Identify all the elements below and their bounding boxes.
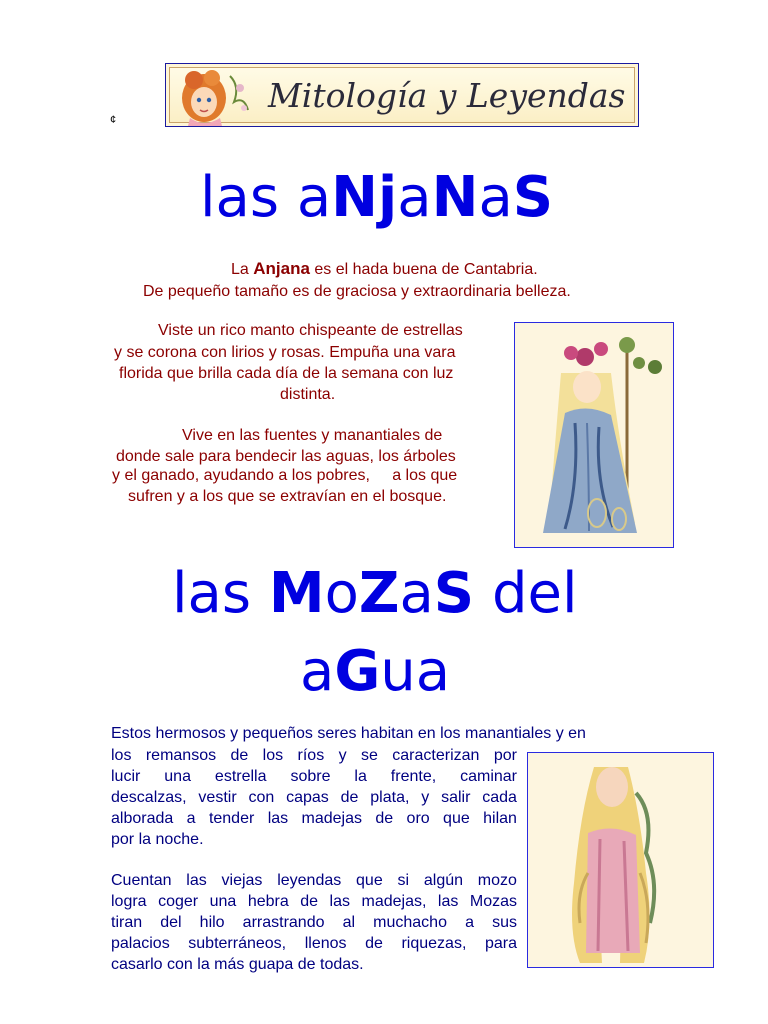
word: salir (441, 789, 471, 806)
word: y (338, 747, 347, 764)
word: hilo (199, 914, 225, 931)
word: leyendas (277, 872, 342, 889)
word: caracterizan (392, 747, 480, 764)
word: muchacho (373, 914, 447, 931)
heading-part: a (399, 561, 434, 626)
paragraph-line: por la noche. (111, 831, 204, 848)
word: logra (111, 893, 147, 910)
heading-part: del (474, 561, 578, 626)
word: si (397, 872, 410, 889)
word: madejas, (361, 893, 427, 910)
heading-part: N (431, 165, 479, 230)
word: las (267, 810, 289, 827)
heading-part: las a (200, 165, 332, 230)
word: de (230, 747, 249, 764)
paragraph-line: Estos hermosos y pequeños seres habitan en los manantiales y en (111, 725, 586, 742)
heading-part: a (397, 165, 432, 230)
word: caminar (460, 768, 517, 785)
word: al (342, 914, 356, 931)
word: las (186, 872, 207, 889)
word: remansos (145, 747, 217, 764)
word: la (354, 768, 367, 785)
word: una (164, 768, 191, 785)
word: a (186, 810, 196, 827)
paragraph-line-justified (111, 787, 517, 808)
paragraph-line-justified (111, 745, 517, 766)
paragraph-line: casarlo con la más guapa de todas. (111, 956, 364, 973)
word: tiran (111, 914, 143, 931)
mozas-heading-line-2 (300, 639, 451, 704)
paragraph-line: donde sale para bendecir las aguas, los árboles (116, 448, 456, 465)
stray-mark: ¢ (110, 114, 117, 126)
paragraph-line-justified (111, 933, 517, 954)
moza-illustration (528, 753, 713, 967)
heading-part: ua (380, 639, 451, 704)
heading-part: M (268, 561, 325, 626)
word: madejas (301, 810, 362, 827)
word: del (160, 914, 182, 931)
paragraph-line: florida que brilla cada día de la semana con luz (119, 365, 454, 382)
paragraph-line-justified (111, 808, 517, 829)
paragraph-line-justified (111, 912, 517, 933)
word: estrella (214, 768, 267, 785)
word: oro (406, 810, 430, 827)
paragraph-line: y el ganado, ayudando a los pobres, a los que (112, 467, 458, 484)
word: a (465, 914, 474, 931)
word: sus (492, 914, 517, 931)
intro-line-2: De pequeño tamaño es de graciosa y extraordinaria belleza. (143, 283, 571, 300)
word: mozo (477, 872, 517, 889)
anjanas-heading (200, 165, 554, 230)
word: para (484, 935, 517, 952)
heading-part: N (331, 165, 379, 230)
word: una (209, 893, 237, 910)
word: algún (423, 872, 464, 889)
word: de (365, 935, 383, 952)
heading-part: G (334, 639, 381, 704)
word: ríos (297, 747, 325, 764)
word: Cuentan (111, 872, 172, 889)
paragraph-line: y se corona con lirios y rosas. Empuña una vara (114, 344, 456, 361)
intro-bold-anjana: Anjana (253, 259, 310, 278)
word: vestir (198, 789, 237, 806)
word: llenos (304, 935, 347, 952)
word: tender (208, 810, 255, 827)
word: lucir (111, 768, 141, 785)
word: y (421, 789, 430, 806)
word: riquezas, (401, 935, 467, 952)
word: las (437, 893, 459, 910)
paragraph-line: Viste un rico manto chispeante de estrellas (158, 322, 463, 339)
intro-line-1 (231, 258, 538, 280)
moza-del-agua-image (527, 752, 714, 968)
heading-part: Z (358, 561, 400, 626)
intro-prefix: La (231, 261, 254, 278)
word: coger (158, 893, 199, 910)
word: sobre (290, 768, 331, 785)
mozas-heading-line-1 (172, 561, 578, 626)
word: con (248, 789, 275, 806)
heading-part: j (378, 165, 398, 230)
heading-part: S (433, 561, 475, 626)
word: los (111, 747, 132, 764)
header-banner (165, 63, 639, 127)
paragraph-line: distinta. (280, 386, 336, 403)
word: frente, (390, 768, 437, 785)
word: capas (286, 789, 329, 806)
word: viejas (221, 872, 263, 889)
word: de (300, 893, 319, 910)
paragraph-line: Vive en las fuentes y manantiales de (182, 427, 443, 444)
heading-part: a (478, 165, 513, 230)
word: hilan (483, 810, 517, 827)
word: que (443, 810, 470, 827)
banner-inner (169, 67, 635, 123)
fairy-illustration (515, 323, 673, 547)
word: palacios (111, 935, 170, 952)
word: de (375, 810, 394, 827)
anjana-fairy-image (514, 322, 674, 548)
heading-part: las (172, 561, 269, 626)
word: de (340, 789, 359, 806)
intro-suffix: es el hada buena de Cantabria. (309, 261, 538, 278)
word: los (262, 747, 284, 764)
paragraph-line-justified (111, 870, 517, 891)
paragraph-line-justified (111, 891, 517, 912)
banner-girl-illustration (174, 68, 252, 126)
word: plata, (370, 789, 410, 806)
paragraph-line: sufren y a los que se extravían en el bosque. (128, 488, 447, 505)
word: hebra (247, 893, 289, 910)
word: subterráneos, (188, 935, 287, 952)
word: se (360, 747, 378, 764)
paragraph-line-justified (111, 766, 517, 787)
word: alborada (111, 810, 174, 827)
heading-part: a (300, 639, 335, 704)
word: arrastrando (242, 914, 325, 931)
word: descalzas, (111, 789, 187, 806)
heading-part: o (324, 561, 359, 626)
word: por (493, 747, 517, 764)
word: las (329, 893, 350, 910)
word: cada (482, 789, 517, 806)
word: que (356, 872, 383, 889)
heading-part: S (512, 165, 554, 230)
word: Mozas (469, 893, 517, 910)
banner-title: Mitología y Leyendas (268, 76, 626, 115)
